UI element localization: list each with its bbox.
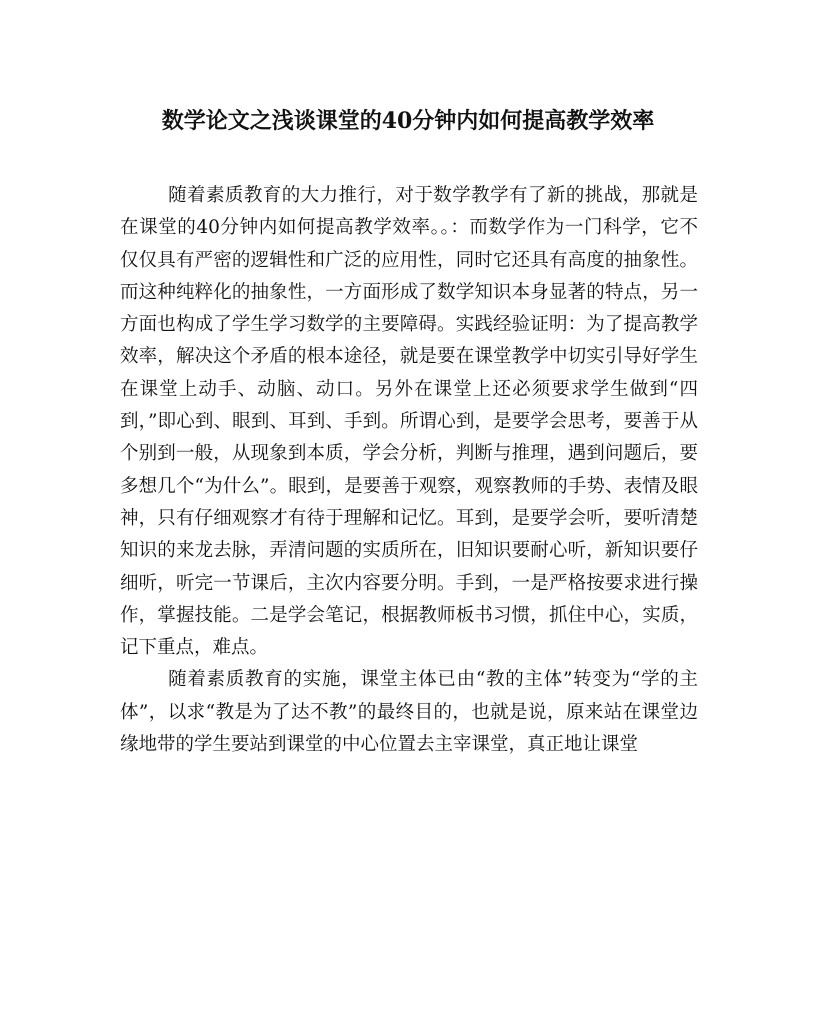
paragraph-1: 随着素质教育的大力推行，对于数学教学有了新的挑战，那就是在课堂的40分钟内如何提高教学效率。。：而数学作为一门科学，它不仅仅具有严密的逻辑性和广泛的应用性，同时它还具有高度的抽象性。而这种纯粹化的抽象性，一方面形成了数学知识本身显著的特点，另一方面也构成了学生学习数学的主要障碍。实践经验证明：为了提高教学效率，解决这个矛盾的根本途径，就是要在课堂教学中切实引导好学生在课堂上动手、动脑、动口。另外在课堂上还必须要求学生做到“四到，”即心到、眼到、耳到、手到。所谓心到，是要学会思考，要善于从个别到一般，从现象到本质，学会分析，判断与推理，遇到问题后，要多想几个“为什么”。眼到，是要善于观察，观察教师的手势、表情及眼神，只有仔细观察才有待于理解和记忆。耳到，是要学会听，要听清楚知识的来龙去脉，弄清问题的实质所在，旧知识要耐心听，新知识要仔细听，听完一节课后，主次内容要分明。手到，一是严格按要求进行操作，掌握技能。二是学会笔记，根据教师板书习惯，抓住中心，实质，记下重点，难点。	[120, 185, 698, 659]
paragraph-2: 随着素质教育的实施，课堂主体已由“教的主体”转变为“学的主体”，以求“教是为了达不教”的最终目的，也就是说，原来站在课堂边缘地带的学生要站到课堂的中心位置去主宰课堂，真正地让课堂	[120, 669, 698, 756]
document-title: 数学论文之浅谈课堂的40分钟内如何提高教学效率	[161, 108, 655, 134]
document-body	[120, 180, 698, 761]
